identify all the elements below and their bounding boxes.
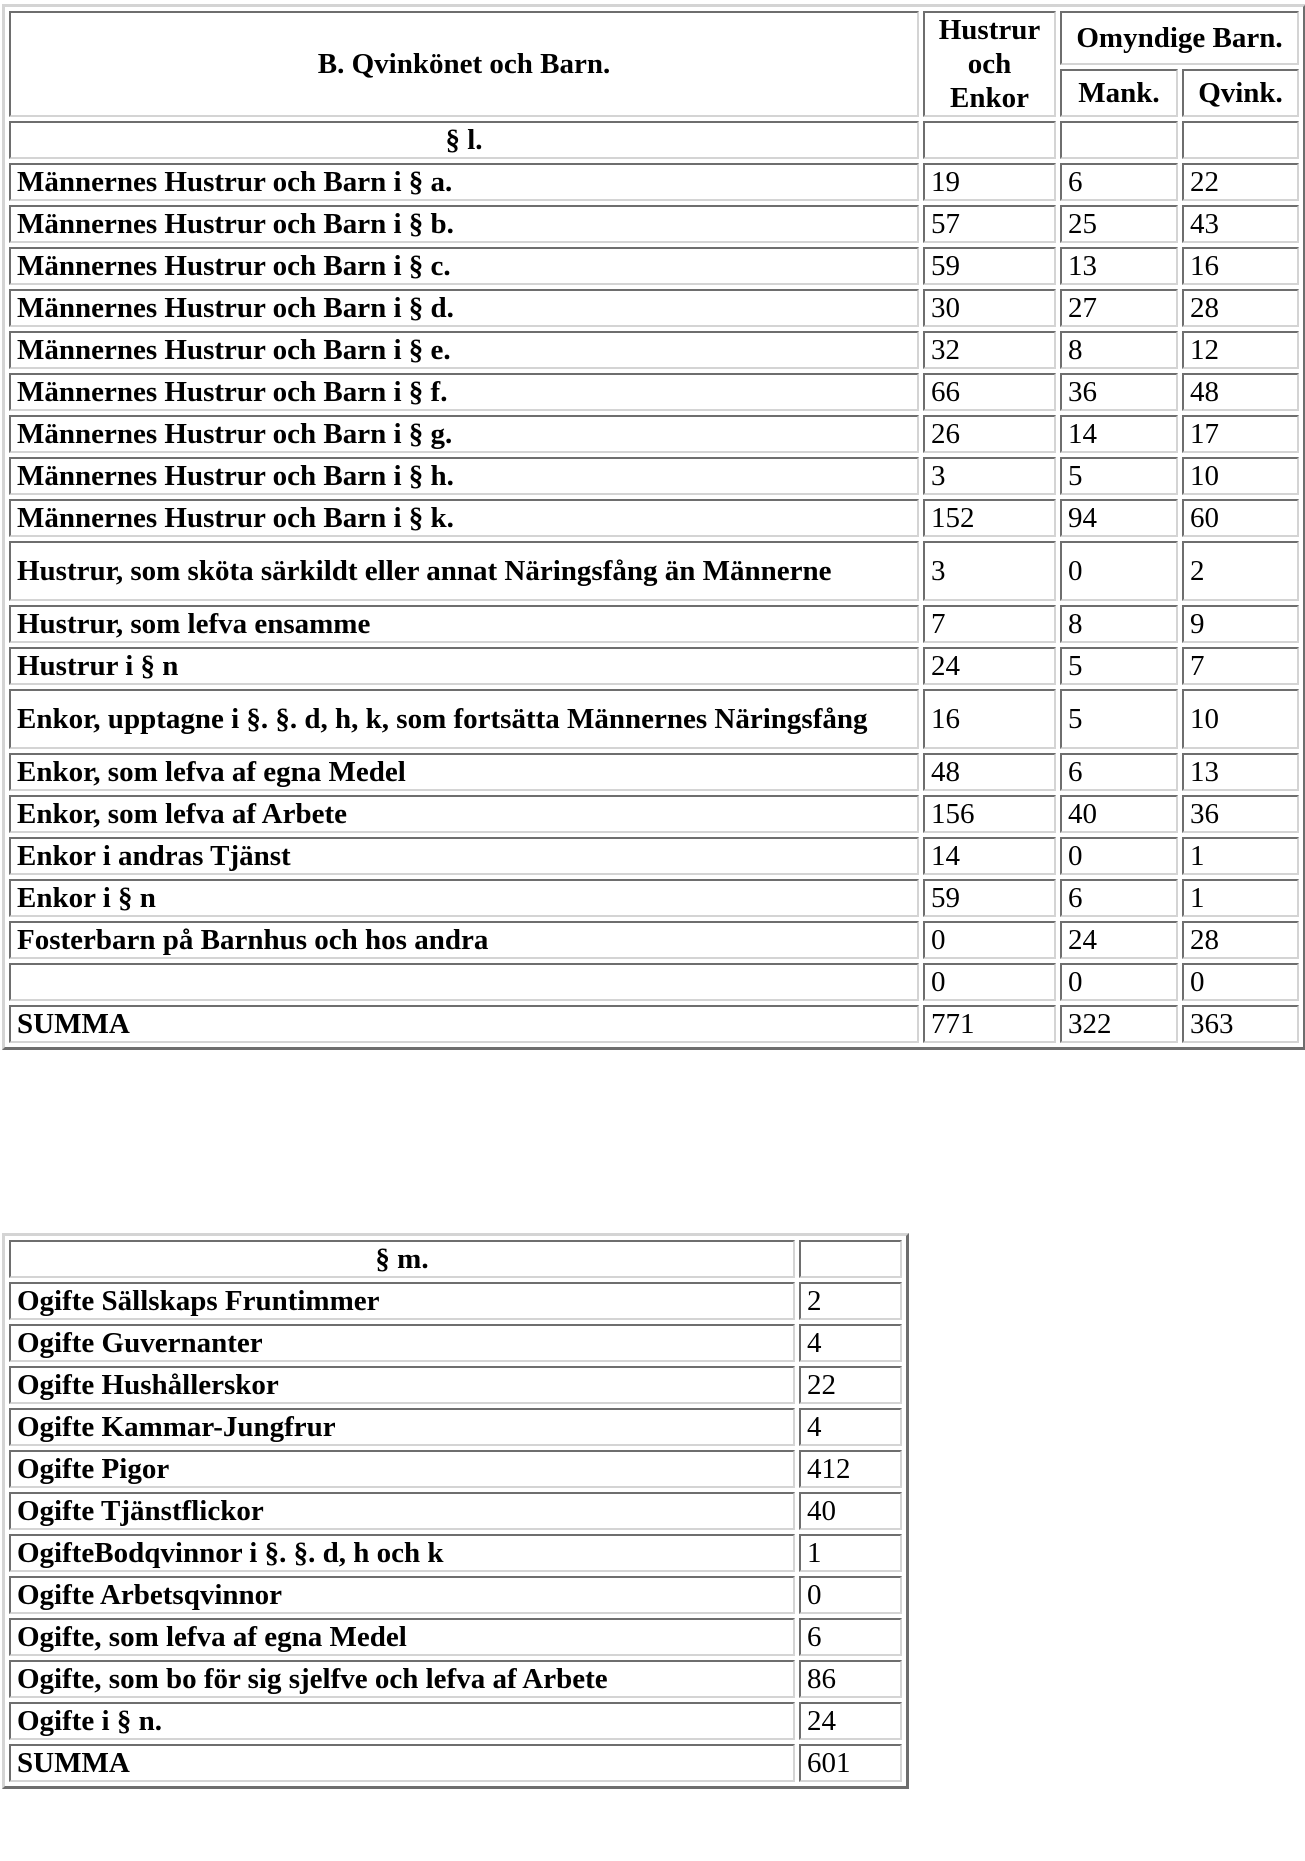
wives-widows-value: 59 (923, 247, 1056, 285)
row-label: SUMMA (9, 1005, 919, 1043)
wives-widows-value: 32 (923, 331, 1056, 369)
table-row (9, 1408, 902, 1446)
row-label: Enkor, som lefva af Arbete (9, 795, 919, 833)
wives-widows-value: 7 (923, 605, 1056, 643)
girls-value: 9 (1182, 605, 1299, 643)
row-label: Ogifte Hushållerskor (9, 1366, 795, 1404)
row-label: SUMMA (9, 1744, 795, 1782)
column-header-boys: Mank. (1060, 69, 1178, 117)
boys-value: 5 (1060, 689, 1178, 749)
table-row (9, 1324, 902, 1362)
table-row (9, 753, 1299, 791)
boys-value: 6 (1060, 753, 1178, 791)
row-label: Enkor i § n (9, 879, 919, 917)
boys-value: 25 (1060, 205, 1178, 243)
row-label: Männernes Hustrur och Barn i § a. (9, 163, 919, 201)
boys-value: 36 (1060, 373, 1178, 411)
girls-value: 43 (1182, 205, 1299, 243)
table-row (9, 331, 1299, 369)
column-header-minor-children: Omyndige Barn. (1060, 11, 1299, 65)
row-label (9, 963, 919, 1001)
count-value: 601 (799, 1744, 902, 1782)
wives-widows-value: 48 (923, 753, 1056, 791)
girls-value: 60 (1182, 499, 1299, 537)
row-label: Männernes Hustrur och Barn i § f. (9, 373, 919, 411)
table-row (9, 541, 1299, 601)
row-label: Hustrur, som sköta särkildt eller annat Näringsfång än Männerne (9, 541, 919, 601)
girls-value: 16 (1182, 247, 1299, 285)
table-row (9, 1534, 902, 1572)
section-label: § m. (9, 1240, 795, 1278)
count-value: 6 (799, 1618, 902, 1656)
boys-value: 24 (1060, 921, 1178, 959)
boys-value: 27 (1060, 289, 1178, 327)
boys-value: 8 (1060, 331, 1178, 369)
table-row (9, 1660, 902, 1698)
table-row (9, 205, 1299, 243)
count-value: 412 (799, 1450, 902, 1488)
unmarried-women-table (2, 1233, 909, 1789)
table-row (9, 647, 1299, 685)
table-row (9, 247, 1299, 285)
table-title: B. Qvinkönet och Barn. (9, 11, 919, 117)
wives-widows-value: 57 (923, 205, 1056, 243)
girls-value: 48 (1182, 373, 1299, 411)
row-label: Ogifte Kammar-Jungfrur (9, 1408, 795, 1446)
girls-value: 1 (1182, 837, 1299, 875)
row-label: Männernes Hustrur och Barn i § e. (9, 331, 919, 369)
girls-value: 363 (1182, 1005, 1299, 1043)
row-label: Männernes Hustrur och Barn i § k. (9, 499, 919, 537)
boys-value: 14 (1060, 415, 1178, 453)
count-value: 24 (799, 1702, 902, 1740)
row-label: Männernes Hustrur och Barn i § c. (9, 247, 919, 285)
table-row (9, 837, 1299, 875)
girls-value: 0 (1182, 963, 1299, 1001)
row-label: Ogifte i § n. (9, 1702, 795, 1740)
table-row (9, 689, 1299, 749)
table-row (9, 457, 1299, 495)
girls-value: 22 (1182, 163, 1299, 201)
girls-value: 12 (1182, 331, 1299, 369)
wives-widows-value: 24 (923, 647, 1056, 685)
row-label: Männernes Hustrur och Barn i § b. (9, 205, 919, 243)
row-label: OgifteBodqvinnor i §. §. d, h och k (9, 1534, 795, 1572)
wives-widows-value: 19 (923, 163, 1056, 201)
girls-value: 28 (1182, 289, 1299, 327)
boys-value: 6 (1060, 163, 1178, 201)
section-label: § l. (9, 121, 919, 159)
empty-cell (799, 1240, 902, 1278)
table-row (9, 1702, 902, 1740)
table-row (9, 795, 1299, 833)
table-row (9, 1282, 902, 1320)
girls-value: 10 (1182, 689, 1299, 749)
count-value: 1 (799, 1534, 902, 1572)
table-row (9, 415, 1299, 453)
row-label: Ogifte Sällskaps Fruntimmer (9, 1282, 795, 1320)
wives-widows-value: 14 (923, 837, 1056, 875)
boys-value: 5 (1060, 647, 1178, 685)
boys-value: 94 (1060, 499, 1178, 537)
row-label: Hustrur, som lefva ensamme (9, 605, 919, 643)
row-label: Enkor i andras Tjänst (9, 837, 919, 875)
table-row (9, 163, 1299, 201)
empty-cell (1182, 121, 1299, 159)
boys-value: 0 (1060, 541, 1178, 601)
row-label: Ogifte, som bo för sig sjelfve och lefva af Arbete (9, 1660, 795, 1698)
row-label: Enkor, som lefva af egna Medel (9, 753, 919, 791)
boys-value: 0 (1060, 837, 1178, 875)
count-value: 0 (799, 1576, 902, 1614)
count-value: 4 (799, 1324, 902, 1362)
column-header-wives-widows: Hustrur och Enkor (923, 11, 1056, 117)
table-row (9, 1450, 902, 1488)
table-row (9, 1005, 1299, 1043)
count-value: 22 (799, 1366, 902, 1404)
girls-value: 7 (1182, 647, 1299, 685)
girls-value: 17 (1182, 415, 1299, 453)
row-label: Fosterbarn på Barnhus och hos andra (9, 921, 919, 959)
row-label: Hustrur i § n (9, 647, 919, 685)
row-label: Ogifte Arbetsqvinnor (9, 1576, 795, 1614)
row-label: Männernes Hustrur och Barn i § d. (9, 289, 919, 327)
wives-widows-value: 3 (923, 541, 1056, 601)
count-value: 4 (799, 1408, 902, 1446)
row-label: Enkor, upptagne i §. §. d, h, k, som fortsätta Männernes Näringsfång (9, 689, 919, 749)
women-children-table (2, 4, 1305, 1050)
empty-cell (923, 121, 1056, 159)
table-row (9, 605, 1299, 643)
boys-value: 6 (1060, 879, 1178, 917)
wives-widows-value: 152 (923, 499, 1056, 537)
section-row (9, 1240, 902, 1278)
girls-value: 28 (1182, 921, 1299, 959)
count-value: 2 (799, 1282, 902, 1320)
wives-widows-value: 16 (923, 689, 1056, 749)
table-row (9, 1366, 902, 1404)
boys-value: 322 (1060, 1005, 1178, 1043)
row-label: Männernes Hustrur och Barn i § g. (9, 415, 919, 453)
boys-value: 0 (1060, 963, 1178, 1001)
count-value: 86 (799, 1660, 902, 1698)
girls-value: 1 (1182, 879, 1299, 917)
girls-value: 36 (1182, 795, 1299, 833)
row-label: Ogifte Pigor (9, 1450, 795, 1488)
section-row (9, 121, 1299, 159)
table-row (9, 921, 1299, 959)
table-row (9, 1744, 902, 1782)
row-label: Ogifte Guvernanter (9, 1324, 795, 1362)
table-row (9, 879, 1299, 917)
row-label: Männernes Hustrur och Barn i § h. (9, 457, 919, 495)
count-value: 40 (799, 1492, 902, 1530)
row-label: Ogifte, som lefva af egna Medel (9, 1618, 795, 1656)
boys-value: 40 (1060, 795, 1178, 833)
wives-widows-value: 0 (923, 963, 1056, 1001)
wives-widows-value: 156 (923, 795, 1056, 833)
wives-widows-value: 0 (923, 921, 1056, 959)
girls-value: 10 (1182, 457, 1299, 495)
girls-value: 2 (1182, 541, 1299, 601)
table-row (9, 499, 1299, 537)
boys-value: 8 (1060, 605, 1178, 643)
wives-widows-value: 26 (923, 415, 1056, 453)
table-row (9, 1618, 902, 1656)
wives-widows-value: 66 (923, 373, 1056, 411)
boys-value: 5 (1060, 457, 1178, 495)
column-header-girls: Qvink. (1182, 69, 1299, 117)
girls-value: 13 (1182, 753, 1299, 791)
table-row (9, 289, 1299, 327)
wives-widows-value: 3 (923, 457, 1056, 495)
wives-widows-value: 771 (923, 1005, 1056, 1043)
wives-widows-value: 30 (923, 289, 1056, 327)
table-row (9, 373, 1299, 411)
row-label: Ogifte Tjänstflickor (9, 1492, 795, 1530)
wives-widows-value: 59 (923, 879, 1056, 917)
table-row (9, 1492, 902, 1530)
table-row (9, 963, 1299, 1001)
boys-value: 13 (1060, 247, 1178, 285)
table-row (9, 1576, 902, 1614)
empty-cell (1060, 121, 1178, 159)
